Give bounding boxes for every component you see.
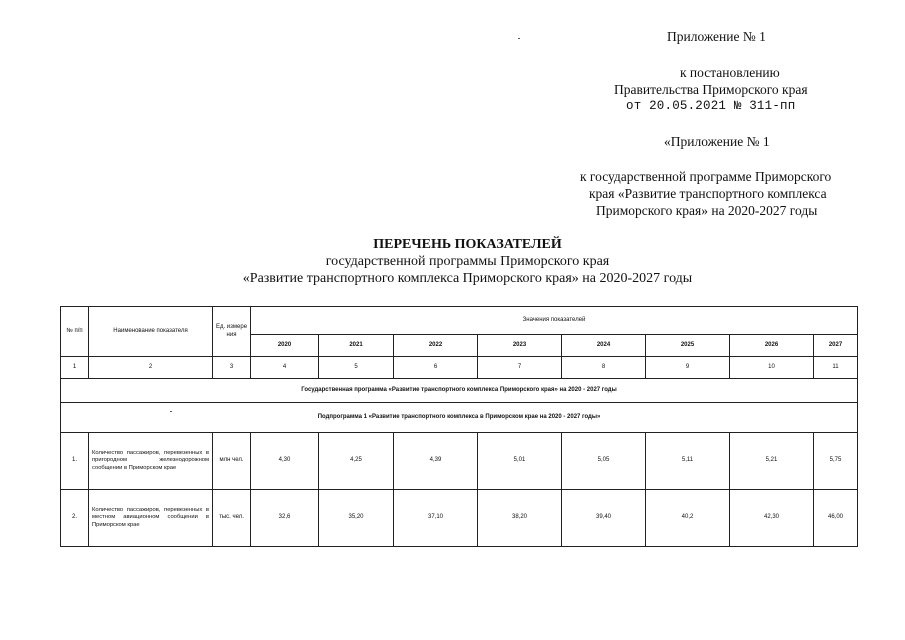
year-2023: 2023: [478, 335, 562, 357]
government-line: Правительства Приморского края: [614, 82, 808, 97]
value-cell: 46,00: [814, 490, 858, 547]
value-cell: 4,25: [319, 433, 394, 490]
value-cell: 32,6: [251, 490, 319, 547]
value-cell: 35,20: [319, 490, 394, 547]
value-cell: 37,10: [394, 490, 478, 547]
value-cell: 5,01: [478, 433, 562, 490]
value-cell: 5,05: [562, 433, 646, 490]
value-cell: 4,39: [394, 433, 478, 490]
indicator-name: Количество пассажиров, перевезенных в пригородном железнодорожном сообщении в Приморском крае: [89, 433, 213, 490]
col-name-header: Наименование показателя: [89, 307, 213, 357]
year-2021: 2021: [319, 335, 394, 357]
year-2026: 2026: [730, 335, 814, 357]
program-line-2: края «Развитие транспортного комплекса: [589, 186, 827, 201]
value-cell: 39,40: [562, 490, 646, 547]
row-number: 2.: [61, 490, 89, 547]
indicator-unit: млн чел.: [213, 433, 251, 490]
values-header: Значения показателей: [251, 307, 858, 335]
value-cell: 40,2: [646, 490, 730, 547]
value-cell: 5,11: [646, 433, 730, 490]
index-cell: 1: [61, 357, 89, 379]
row-number: 1.: [61, 433, 89, 490]
subprogram-row: [61, 403, 858, 433]
year-2020: 2020: [251, 335, 319, 357]
program-row: [61, 379, 858, 403]
value-cell: 4,30: [251, 433, 319, 490]
index-cell: 4: [251, 357, 319, 379]
subprogram-row-cell: Подпрограмма 1 «Развитие транспортного комплекса в Приморском крае на 2020 - 2027 годы»: [61, 403, 858, 433]
program-row-cell: Государственная программа «Развитие транспортного комплекса Приморского края» на 2020 - 2027 годы: [61, 379, 858, 403]
appendix-line: Приложение № 1: [667, 29, 766, 44]
program-line-1: к государственной программе Приморского: [580, 169, 832, 184]
to-resolution-line: к постановлению: [680, 65, 780, 80]
col-unit-header: Ед. измере ния: [213, 307, 251, 357]
value-cell: 5,75: [814, 433, 858, 490]
table-row: [61, 433, 858, 490]
year-2025: 2025: [646, 335, 730, 357]
scan-dot: [518, 38, 520, 39]
resolution-date-number: от 20.05.2021 № 311-пп: [626, 99, 796, 113]
value-cell: 42,30: [730, 490, 814, 547]
index-cell: 7: [478, 357, 562, 379]
index-cell: 8: [562, 357, 646, 379]
value-cell: 38,20: [478, 490, 562, 547]
col-num-header: № п/п: [61, 307, 89, 357]
indicator-unit: тыс. чел.: [213, 490, 251, 547]
document-subtitle-2: «Развитие транспортного комплекса Приморского края» на 2020-2027 годы: [242, 271, 693, 286]
year-2024: 2024: [562, 335, 646, 357]
index-cell: 10: [730, 357, 814, 379]
index-cell: 11: [814, 357, 858, 379]
year-2022: 2022: [394, 335, 478, 357]
index-cell: 2: [89, 357, 213, 379]
program-line-3: Приморского края» на 2020-2027 годы: [596, 203, 818, 218]
index-cell: 6: [394, 357, 478, 379]
index-row: [61, 357, 858, 379]
document-title: ПЕРЕЧЕНЬ ПОКАЗАТЕЛЕЙ: [373, 237, 562, 252]
quoted-appendix-line: «Приложение № 1: [664, 134, 770, 149]
year-2027: 2027: [814, 335, 858, 357]
table-row: [61, 490, 858, 547]
index-cell: 9: [646, 357, 730, 379]
document-subtitle-1: государственной программы Приморского края: [325, 254, 610, 269]
indicators-table: [60, 306, 858, 547]
header-row-1: [61, 307, 858, 335]
indicator-name: Количество пассажиров, перевезенных в местном авиационном сообщении в Приморском крае: [89, 490, 213, 547]
value-cell: 5,21: [730, 433, 814, 490]
index-cell: 3: [213, 357, 251, 379]
index-cell: 5: [319, 357, 394, 379]
